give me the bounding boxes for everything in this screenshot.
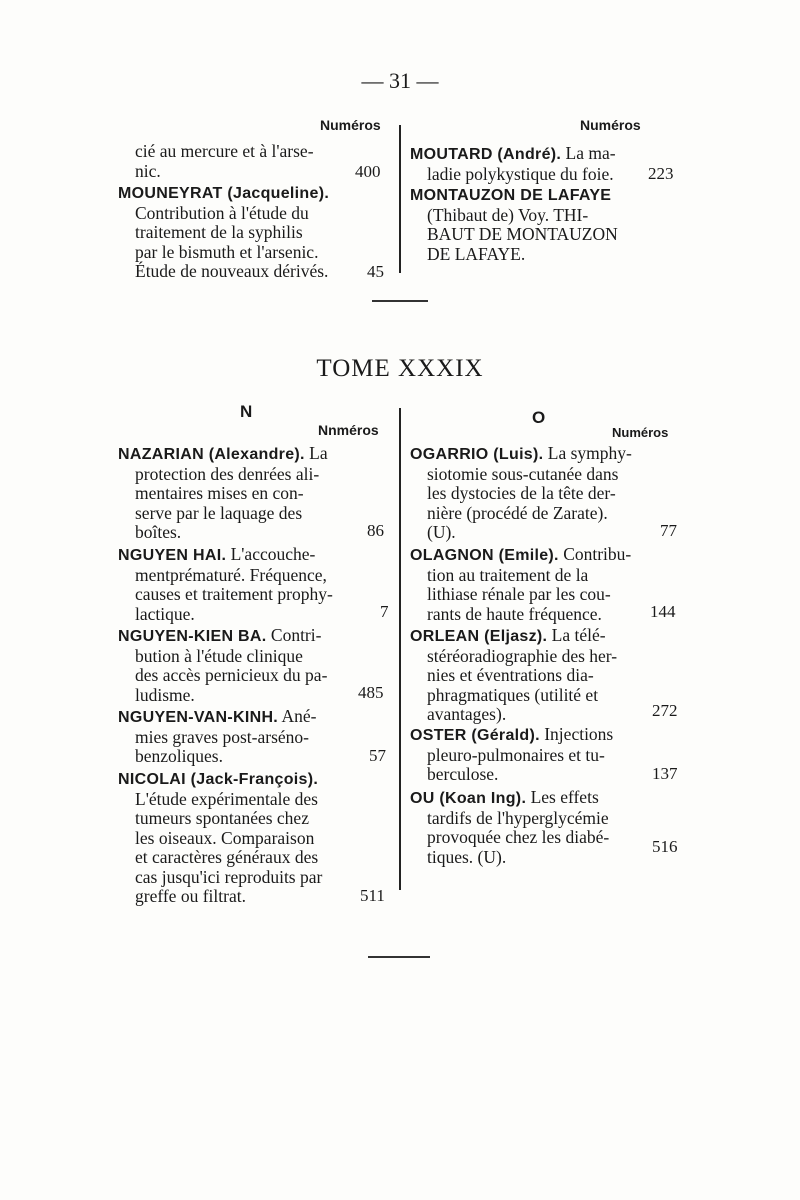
entry-line: tardifs de l'hyperglycémie xyxy=(427,807,609,828)
entry-line: tion au traitement de la xyxy=(427,564,589,585)
entry-number: 45 xyxy=(367,262,384,281)
entry-number: 272 xyxy=(652,701,678,720)
entry-number: 77 xyxy=(660,521,677,540)
entry-line: La xyxy=(309,443,328,463)
entry-line: ludisme. xyxy=(135,684,195,705)
entry-line: berculose. xyxy=(427,764,499,784)
entry-line: serve par le laquage des xyxy=(135,502,303,523)
entry-line: (Thibaut de) Voy. THI- xyxy=(427,204,589,225)
entry-line: La télé- xyxy=(551,625,606,645)
entry-line: bution à l'étude clinique xyxy=(135,645,303,666)
index-entry xyxy=(118,770,322,907)
entry-line: provoquée chez les diabé- xyxy=(427,827,610,847)
index-entry xyxy=(410,144,616,184)
entry-number: 137 xyxy=(652,764,678,783)
entry-line: DE LAFAYE. xyxy=(427,243,526,264)
entry-line: nic. xyxy=(135,160,161,181)
entry-line: greffe ou filtrat. xyxy=(135,886,246,906)
entry-line: siotomie sous-cutanée dans xyxy=(427,463,619,484)
entry-name: NAZARIAN (Alexandre). xyxy=(118,446,305,463)
entry-line: ladie polykystique du foie. xyxy=(427,163,614,184)
entry-line: et caractères généraux des xyxy=(135,847,319,867)
section-divider xyxy=(372,300,428,302)
entry-line: Contri- xyxy=(270,625,322,645)
entry-line: les oiseaux. Comparaison xyxy=(135,827,315,848)
entry-number: 511 xyxy=(360,886,385,905)
index-entry xyxy=(118,184,329,282)
entry-line: benzoliques. xyxy=(135,746,223,766)
index-entry xyxy=(410,444,632,543)
entry-line: (U). xyxy=(427,522,456,542)
entry-line: phragmatiques (utilité et xyxy=(427,684,599,705)
entry-line: tiques. (U). xyxy=(427,846,507,867)
entry-name: OGARRIO (Luis). xyxy=(410,446,544,463)
section-letter-o: O xyxy=(532,408,546,427)
entry-line: cié au mercure et à l'arse- xyxy=(135,141,314,161)
entry-line: lactique. xyxy=(135,603,195,624)
entry-name: NGUYEN-VAN-KINH. xyxy=(118,709,279,726)
entry-line: rants de haute fréquence. xyxy=(427,603,602,624)
entry-name: ORLEAN (Eljasz). xyxy=(410,628,548,645)
entry-line: pleuro-pulmonaires et tu- xyxy=(427,744,605,765)
entry-line: lithiase rénale par les cou- xyxy=(427,584,611,604)
entry-line: avantages). xyxy=(427,704,507,724)
entry-number: 7 xyxy=(380,602,389,621)
index-entry xyxy=(410,186,618,264)
entry-line: causes et traitement prophy- xyxy=(135,584,333,604)
index-entry xyxy=(410,725,613,785)
entry-line: traitement de la syphilis xyxy=(135,222,303,242)
entry-line: protection des denrées ali- xyxy=(135,463,320,484)
entry-line: Ané- xyxy=(281,706,317,726)
tome-title: TOME XXXIX xyxy=(316,355,484,382)
top-right-column-header: Numéros xyxy=(580,117,641,133)
index-entry xyxy=(410,788,609,867)
index-entry xyxy=(135,142,314,181)
entry-line: mentprématuré. Fréquence, xyxy=(135,564,327,585)
entry-number: 86 xyxy=(367,521,384,540)
section-letter-n: N xyxy=(240,402,253,421)
entry-line: mentaires mises en con- xyxy=(135,483,304,503)
index-entry xyxy=(118,626,327,705)
index-entry xyxy=(410,626,617,725)
entry-line: L'accouche- xyxy=(230,544,316,564)
entry-name: NGUYEN-KIEN BA. xyxy=(118,628,267,645)
entry-name: MONTAUZON DE LAFAYE xyxy=(410,187,612,204)
entry-line: Les effets xyxy=(530,787,599,807)
index-entry xyxy=(118,545,333,624)
entry-line: La symphy- xyxy=(547,443,632,463)
index-entry xyxy=(118,444,328,543)
entry-line: Contribution à l'étude du xyxy=(135,202,309,223)
entry-number: 223 xyxy=(648,164,674,183)
entry-number: 485 xyxy=(358,683,384,702)
entry-line: tumeurs spontanées chez xyxy=(135,808,309,828)
entry-number: 57 xyxy=(369,746,386,765)
index-entry xyxy=(410,545,631,624)
entry-line: L'étude expérimentale des xyxy=(135,788,318,809)
entry-name: MOUTARD (André). xyxy=(410,146,562,163)
top-column-divider xyxy=(399,125,401,273)
entry-number: 516 xyxy=(652,837,678,856)
page-number: — 31 — xyxy=(361,68,439,93)
left-column-header: Nnméros xyxy=(318,422,379,438)
entry-line: stéréoradiographie des her- xyxy=(427,645,618,666)
right-column-header: Numéros xyxy=(612,425,669,440)
entry-name: OLAGNON (Emile). xyxy=(410,547,559,564)
entry-line: nies et éventrations dia- xyxy=(427,665,594,685)
main-column-divider xyxy=(399,408,401,890)
entry-name: NICOLAI (Jack-François). xyxy=(118,771,319,788)
entry-line: Contribu- xyxy=(563,544,632,564)
entry-line: des accès pernicieux du pa- xyxy=(135,665,328,685)
entry-line: les dystocies de la tête der- xyxy=(427,483,616,503)
entry-line: cas jusqu'ici reproduits par xyxy=(135,866,323,887)
entry-number: 144 xyxy=(650,602,676,621)
entry-line: mies graves post-arséno- xyxy=(135,726,309,747)
entry-name: OSTER (Gérald). xyxy=(410,727,540,744)
entry-name: NGUYEN HAI. xyxy=(118,547,227,564)
entry-line: La ma- xyxy=(565,143,616,163)
entry-line: boîtes. xyxy=(135,522,182,542)
entry-line: BAUT DE MONTAUZON xyxy=(427,224,618,244)
end-divider xyxy=(368,956,430,958)
entry-line: nière (procédé de Zarate). xyxy=(427,502,608,523)
entry-line: Étude de nouveaux dérivés. xyxy=(135,261,329,281)
index-entry xyxy=(118,707,316,767)
entry-line: Injections xyxy=(544,724,614,744)
entry-name: MOUNEYRAT (Jacqueline). xyxy=(118,185,330,202)
top-left-column-header: Numéros xyxy=(320,117,381,133)
entry-name: OU (Koan Ing). xyxy=(410,790,527,807)
entry-number: 400 xyxy=(355,162,381,181)
entry-line: par le bismuth et l'arsenic. xyxy=(135,241,319,262)
